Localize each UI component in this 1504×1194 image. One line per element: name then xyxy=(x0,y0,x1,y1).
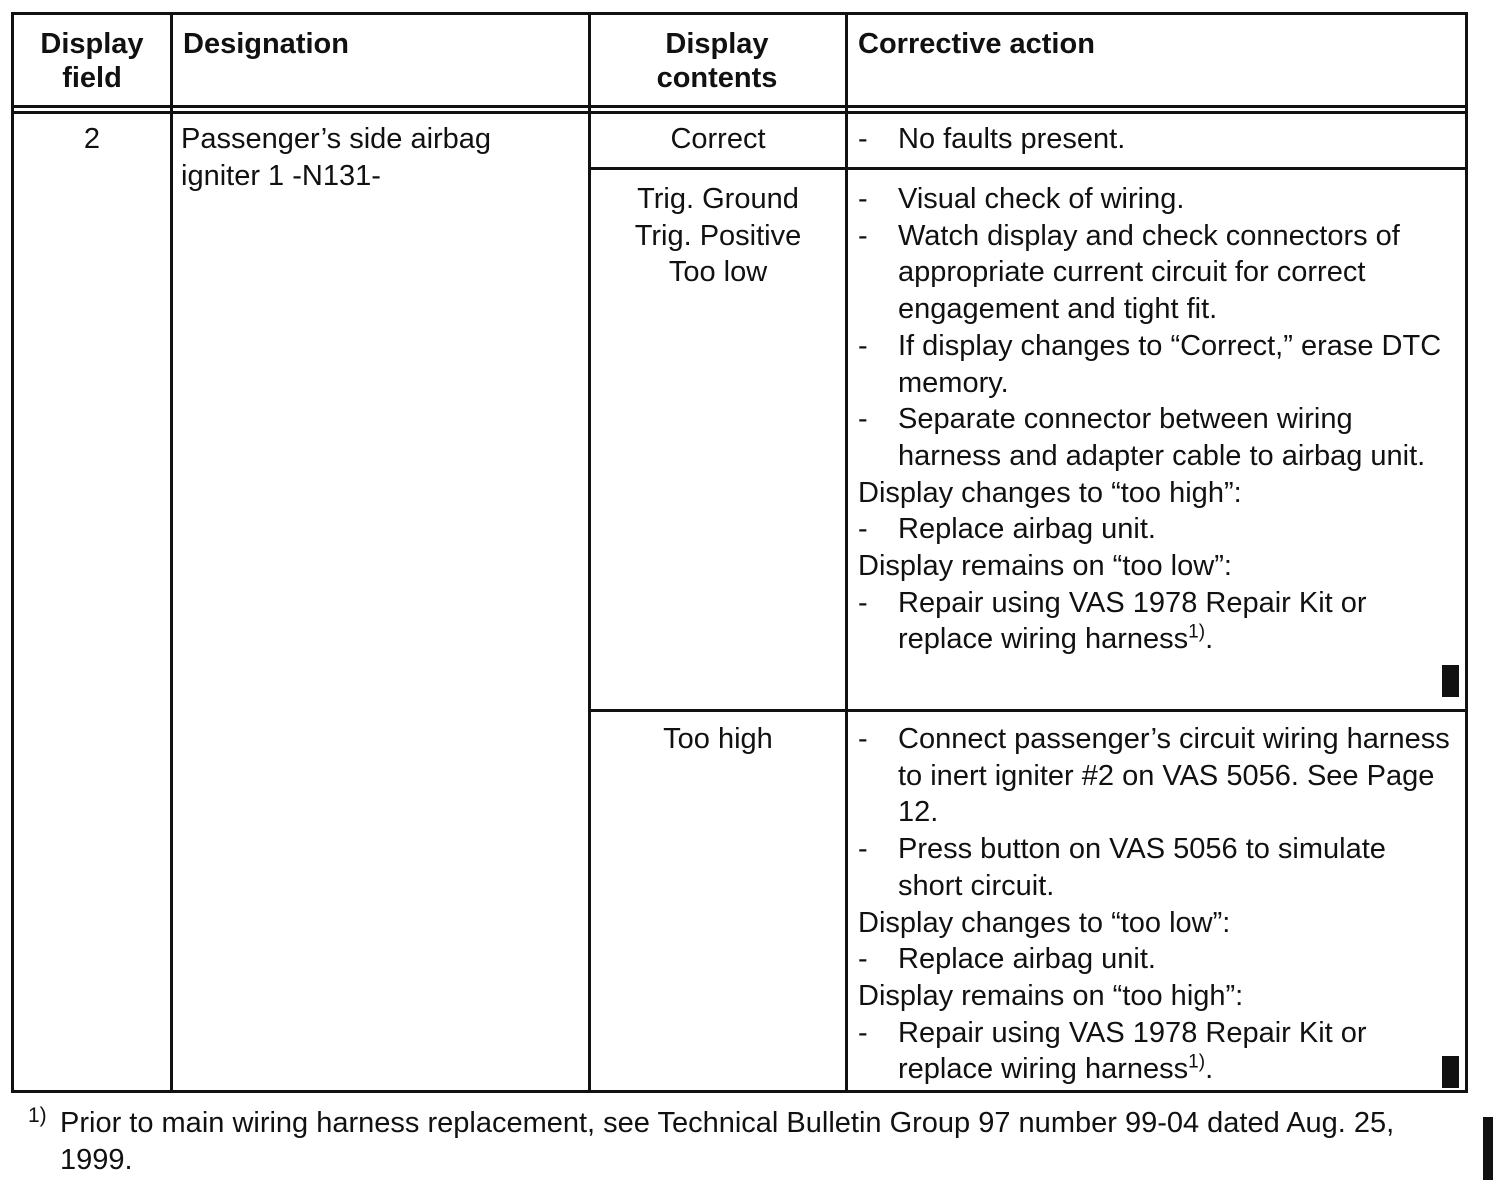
corrective-actions-correct xyxy=(858,121,1458,158)
display-contents-correct xyxy=(591,121,845,158)
display-contents-line: Too high xyxy=(663,723,773,755)
action-condition: Display remains on “too high”: xyxy=(858,979,1244,1012)
action-list-item xyxy=(858,721,1458,831)
action-text: Repair using VAS 1978 Repair Kit or replace wiring harness xyxy=(898,1016,1367,1086)
action-list-item xyxy=(858,218,1458,328)
header-designation: Designation xyxy=(183,28,349,60)
corrective-actions-too-high xyxy=(858,721,1458,1088)
action-text: Press button on VAS 5056 to simulate short circuit. xyxy=(898,833,1386,902)
action-text: No faults present. xyxy=(898,123,1126,155)
display-contents-line: Trig. Ground xyxy=(637,183,799,215)
display-contents-line: Too low xyxy=(668,256,768,289)
designation-value: Passenger’s side airbag igniter 1 -N131- xyxy=(181,123,492,192)
display-field-value: 2 xyxy=(83,123,101,155)
change-bar xyxy=(1483,1117,1493,1180)
column-rule-3 xyxy=(845,12,848,1093)
action-list-item xyxy=(858,831,1458,904)
display-contents-too-low xyxy=(591,181,845,291)
table-border-left xyxy=(11,12,14,1093)
table-border-bottom xyxy=(11,1090,1468,1093)
action-suffix: . xyxy=(1205,1053,1214,1086)
footnote-reference: 1) xyxy=(1188,621,1206,643)
header-rule-2 xyxy=(11,111,1468,114)
column-rule-1 xyxy=(170,12,173,1093)
footnote-text: Prior to main wiring harness replacement, see Technical Bulletin Group 97 number 99-04 dated Aug. 25, 1999. xyxy=(60,1107,1395,1176)
bullet-dash: - xyxy=(858,513,868,546)
action-list-item xyxy=(858,401,1458,474)
action-list-item xyxy=(858,328,1458,401)
action-list-item xyxy=(858,511,1458,548)
bullet-dash: - xyxy=(858,123,868,155)
bullet-dash: - xyxy=(858,1016,868,1049)
action-suffix: . xyxy=(1205,623,1214,656)
change-bar xyxy=(1442,665,1459,697)
action-text: If display changes to “Correct,” erase DTC memory. xyxy=(898,329,1442,399)
row-rule-2 xyxy=(588,709,1468,712)
action-list-item xyxy=(858,585,1458,658)
action-text: Separate connector between wiring harness and adapter cable to airbag unit. xyxy=(898,403,1426,472)
bullet-dash: - xyxy=(858,329,868,362)
bullet-dash: - xyxy=(858,586,868,619)
action-text: Connect passenger’s circuit wiring harness to inert igniter #2 on VAS 5056. See Page 12. xyxy=(898,723,1450,829)
change-bar xyxy=(1442,1056,1459,1088)
bullet-dash: - xyxy=(858,403,868,436)
display-contents-line: Trig. Positive xyxy=(634,219,802,252)
row-rule-1 xyxy=(588,167,1468,170)
action-text: Repair using VAS 1978 Repair Kit or replace wiring harness xyxy=(898,586,1367,656)
header-display-field: Display field xyxy=(40,28,144,94)
action-text: Replace airbag unit. xyxy=(898,513,1156,546)
action-list-item xyxy=(858,181,1458,218)
footnote xyxy=(28,1105,1468,1179)
footnote-reference: 1) xyxy=(1188,1051,1206,1073)
action-list-item xyxy=(858,941,1458,978)
action-text: Replace airbag unit. xyxy=(898,943,1156,976)
action-text: Watch display and check connectors of appropriate current circuit for correct engagement and tight fit. xyxy=(898,219,1400,326)
column-rule-2 xyxy=(588,12,591,1093)
action-text: Visual check of wiring. xyxy=(898,183,1185,215)
header-display-contents: Display contents xyxy=(656,28,778,94)
table-border-top xyxy=(11,12,1468,15)
action-list-item xyxy=(858,1015,1458,1088)
display-contents-too-high xyxy=(591,721,845,758)
action-condition: Display changes to “too low”: xyxy=(858,906,1231,939)
action-list-item xyxy=(858,121,1458,158)
header-corrective-action: Corrective action xyxy=(858,28,1095,60)
bullet-dash: - xyxy=(858,183,868,215)
bullet-dash: - xyxy=(858,219,868,252)
header-rule-1 xyxy=(11,105,1468,108)
bullet-dash: - xyxy=(858,833,868,866)
footnote-marker: 1) xyxy=(28,1104,47,1127)
corrective-actions-too-low xyxy=(858,181,1458,658)
display-contents-line: Correct xyxy=(670,123,766,155)
table-border-right xyxy=(1465,12,1468,1093)
bullet-dash: - xyxy=(858,723,868,755)
action-condition: Display changes to “too high”: xyxy=(858,476,1242,509)
bullet-dash: - xyxy=(858,943,868,976)
action-condition: Display remains on “too low”: xyxy=(858,550,1232,583)
